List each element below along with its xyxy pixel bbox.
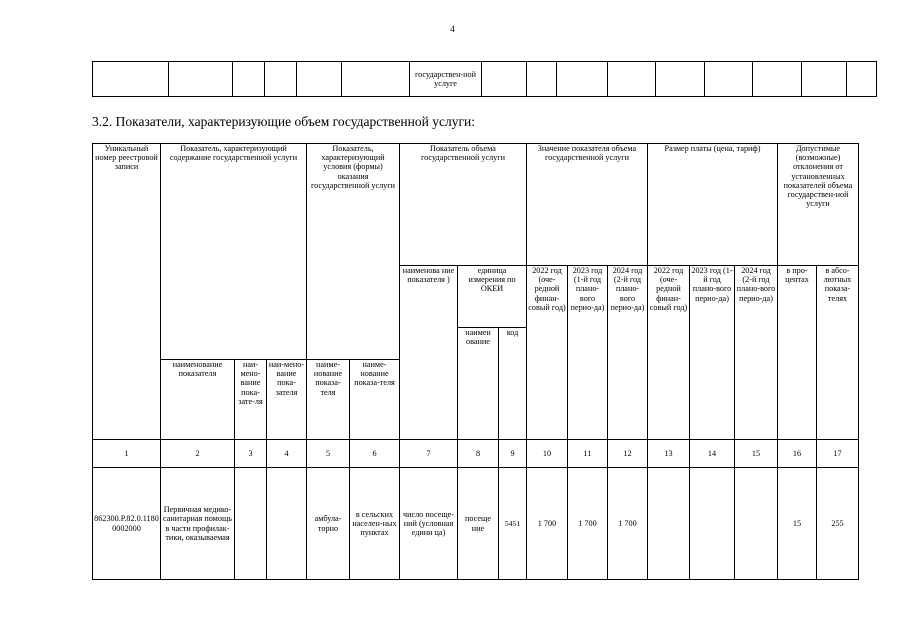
header-year-2024-value: 2024 год (2-й год плано-вого перио-да) [608, 266, 648, 440]
page-number: 4 [450, 24, 455, 34]
header-okei-unit: единица измерения по ОКЕИ [458, 266, 527, 328]
empty-cell [233, 62, 265, 97]
empty-cell [753, 62, 802, 97]
table-row [93, 62, 877, 97]
header-year-2022-fee: 2022 год (оче-редной финан-совый год) [648, 266, 690, 440]
deviation-absolute-cell: 255 [817, 468, 859, 580]
volume-name-cell: число посеще-ний (условная едини ца) [400, 468, 458, 580]
unit-name-cell: посеще ние [458, 468, 499, 580]
empty-cell [265, 62, 297, 97]
header-year-2023-fee: 2023 год (1-й год плано-вого перио-да) [690, 266, 735, 440]
value-2024-cell: 1 700 [608, 468, 648, 580]
column-number: 8 [458, 440, 499, 468]
empty-cell [656, 62, 705, 97]
section-heading: 3.2. Показатели, характеризующие объем государственной услуги: [92, 114, 475, 129]
column-number: 7 [400, 440, 458, 468]
empty-cell [847, 62, 877, 97]
deviation-percent-cell: 15 [778, 468, 817, 580]
column-number: 10 [527, 440, 568, 468]
fee-2023-cell [690, 468, 735, 580]
header-in-percent: в про-центах [778, 266, 817, 440]
empty-cell [93, 62, 169, 97]
volume-indicators-table [92, 143, 859, 580]
header-year-2024-fee: 2024 год (2-й год плано-вого перио-да) [735, 266, 778, 440]
header-conditions-indicator: Показатель, характеризующий условия (формы) оказания государственной услуги [307, 144, 400, 360]
content-cell [235, 468, 267, 580]
empty-cell [169, 62, 233, 97]
column-number: 3 [235, 440, 267, 468]
value-2023-cell: 1 700 [568, 468, 608, 580]
header-unique-number: Уникальный номер реестровой записи [93, 144, 161, 440]
column-number-row [93, 440, 859, 468]
unit-code-cell: 5451 [499, 468, 527, 580]
header-content-indicator: Показатель, характеризующий содержание государственной услуги [161, 144, 307, 360]
empty-cell [482, 62, 527, 97]
empty-cell [608, 62, 656, 97]
header-condition-name-1: наиме-нование показа-теля [307, 360, 350, 440]
column-number: 4 [267, 440, 307, 468]
empty-cell [527, 62, 557, 97]
column-number: 12 [608, 440, 648, 468]
content-cell: Первичная медико-санитарная помощь в части профилак-тики, оказываемая [161, 468, 235, 580]
header-content-name-3: наи-мено-вание пока-зателя [267, 360, 307, 440]
column-number: 16 [778, 440, 817, 468]
empty-cell [557, 62, 608, 97]
condition-cell: амбула-торно [307, 468, 350, 580]
empty-cell [802, 62, 847, 97]
column-number: 14 [690, 440, 735, 468]
header-fee-amount: Размер платы (цена, тариф) [648, 144, 778, 266]
header-volume-indicator: Показатель объема государственной услуги [400, 144, 527, 266]
header-content-name-2: наи-мено-вание пока-зате-ля [235, 360, 267, 440]
column-number: 11 [568, 440, 608, 468]
column-number: 13 [648, 440, 690, 468]
column-number: 6 [350, 440, 400, 468]
header-deviations: Допустимые (возможные) отклонения от установленных показателей объема государствен-ной услуги [778, 144, 859, 266]
header-okei-name: наимен ование [458, 328, 499, 440]
column-number: 1 [93, 440, 161, 468]
column-number: 2 [161, 440, 235, 468]
fee-2022-cell [648, 468, 690, 580]
table-header-row [93, 144, 859, 266]
header-year-2022-value: 2022 год (оче-редной финан-совый год) [527, 266, 568, 440]
empty-cell [297, 62, 342, 97]
header-year-2023-value: 2023 год (1-й год плано-вого перио-да) [568, 266, 608, 440]
previous-table-tail [92, 61, 877, 97]
column-number: 9 [499, 440, 527, 468]
value-2022-cell: 1 700 [527, 468, 568, 580]
column-number: 5 [307, 440, 350, 468]
empty-cell [705, 62, 753, 97]
header-okei-code: код [499, 328, 527, 440]
table-row [93, 468, 859, 580]
condition-cell: в сельских населен-ных пунктах [350, 468, 400, 580]
fee-2024-cell [735, 468, 778, 580]
header-volume-name: наименова ние показателя ) [400, 266, 458, 440]
content-cell [267, 468, 307, 580]
table-cell: государствен-ной услуге [410, 62, 482, 97]
column-number: 15 [735, 440, 778, 468]
header-condition-name-2: наиме-нование показа-теля [350, 360, 400, 440]
header-content-name-1: наименование показателя [161, 360, 235, 440]
header-in-absolute: в абсо-лютных показа-телях [817, 266, 859, 440]
registry-number-cell: 862300.Р.82.0.11800002000 [93, 468, 161, 580]
empty-cell [342, 62, 410, 97]
header-volume-value: Значение показателя объема государственной услуги [527, 144, 648, 266]
column-number: 17 [817, 440, 859, 468]
